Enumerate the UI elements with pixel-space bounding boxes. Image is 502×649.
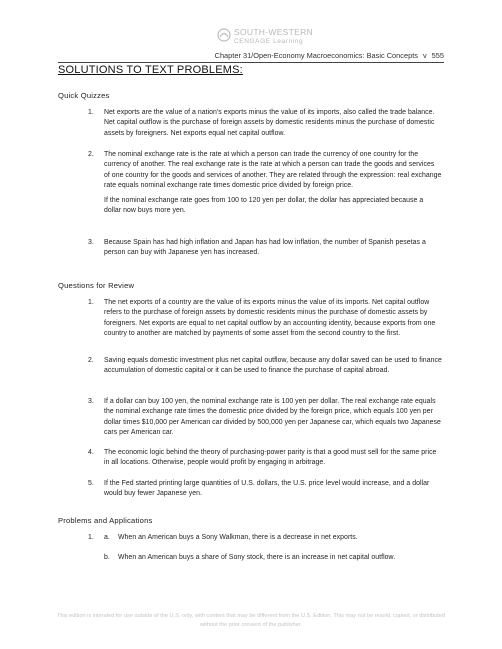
item-number: 5. [88, 480, 94, 487]
list-item [88, 356, 442, 377]
list-item [88, 150, 442, 217]
publisher-logo [217, 27, 317, 49]
list-item [88, 448, 442, 469]
sub-item-text: When an American buys a share of Sony stock, there is an increase in net capital outflow. [118, 554, 396, 561]
item-text: The net exports of a country are the value of its exports minus the value of its imports. Net capital outflow refers to the purchase of foreign assets by domestic residents minus the purchase of domestic assets by foreigners. Net exports are equal to net capital outflow by an accounting identity, because exports from one country to another are matched by payments of some asset from the second country to the first. [104, 299, 436, 337]
item-text: Saving equals domestic investment plus net capital outflow, because any dollar saved can be used to finance accumulation of domestic capital or it can be used to finance the purchase of capital abroad. [104, 357, 442, 375]
item-text: If the Fed started printing large quantities of U.S. dollars, the U.S. price level would increase, and a dollar would buy fewer Japanese yen. [104, 480, 430, 498]
page-number: 555 [431, 51, 444, 60]
item-text: Because Spain has had high inflation and Japan has had low inflation, the number of Spanish pesetas a person can buy with Japanese yen has increased. [104, 239, 426, 257]
item-number: 1. [88, 534, 94, 541]
sub-list-item [104, 553, 442, 563]
list-item [88, 238, 442, 259]
list-item [88, 108, 442, 139]
item-number: 2. [88, 357, 94, 364]
item-text: If a dollar can buy 100 yen, the nominal exchange rate is 100 yen per dollar. The real exchange rate equals the nominal exchange rate times the domestic price divided by the foreign price, which equals 100 yen per dollar times $10,000 per American car divided by 500,000 yen per Japanese car, which equals two Japanese cars per American car. [104, 398, 441, 436]
item-text: Net exports are the value of a nation's exports minus the value of its imports, also called the trade balance. Net capital outflow is the purchase of foreign assets by domestic residents minus the purchase of domestic assets by foreigners. Net exports equal net capital outflow. [104, 109, 435, 137]
section-heading-quick-quizzes: Quick Quizzes [58, 91, 110, 100]
logo-mark-icon [217, 28, 231, 42]
page-title: SOLUTIONS TO TEXT PROBLEMS: [58, 64, 243, 76]
item-text: The economic logic behind the theory of purchasing-power parity is that a good must sell for the same price in all locations. Otherwise, people would profit by engaging in arbitrage. [104, 449, 437, 467]
running-head [215, 51, 444, 60]
chapter-title: Chapter 31/Open-Economy Macroeconomics: Basic Concepts [214, 51, 418, 60]
item-number: 1. [88, 109, 94, 116]
item-number: 3. [88, 239, 94, 246]
section-heading-problems-and-applications: Problems and Applications [58, 516, 153, 525]
list-item [88, 479, 442, 500]
item-number: 3. [88, 398, 94, 405]
item-number: 1. [88, 299, 94, 306]
sub-item-label: b. [104, 554, 110, 561]
sub-item-label: a. [104, 534, 110, 541]
header-rule [58, 62, 444, 63]
logo-text-line2: CENGAGE Learning [234, 38, 304, 45]
copyright-notice: This edition is intended for use outside of the U.S. only, with content that may be different from the U.S. Edition. This may not be resold, copied, or distributed without the prior consent of the publisher. [56, 613, 446, 628]
item-text: The nominal exchange rate is the rate at which a person can trade the currency of one country for the currency of another. The real exchange rate is the rate at which a person can trade the goods and services of one country for the goods and services of another. They are related through the expression: real exchange rate equals nominal exchange rate times domestic price divided by foreign price. [104, 151, 442, 189]
item-text-continued: If the nominal exchange rate goes from 100 to 120 yen per dollar, the dollar has appreciated because a dollar now buys more yen. [104, 197, 424, 215]
item-number: 4. [88, 449, 94, 456]
sub-list-item [104, 533, 442, 543]
sub-item-text: When an American buys a Sony Walkman, there is a decrease in net exports. [118, 534, 358, 541]
list-item [88, 397, 442, 438]
list-item [88, 298, 442, 339]
logo-text-line1: SOUTH-WESTERN [234, 27, 313, 37]
item-number: 2. [88, 151, 94, 158]
section-heading-questions-for-review: Questions for Review [58, 281, 135, 290]
running-head-separator: v [422, 51, 427, 60]
